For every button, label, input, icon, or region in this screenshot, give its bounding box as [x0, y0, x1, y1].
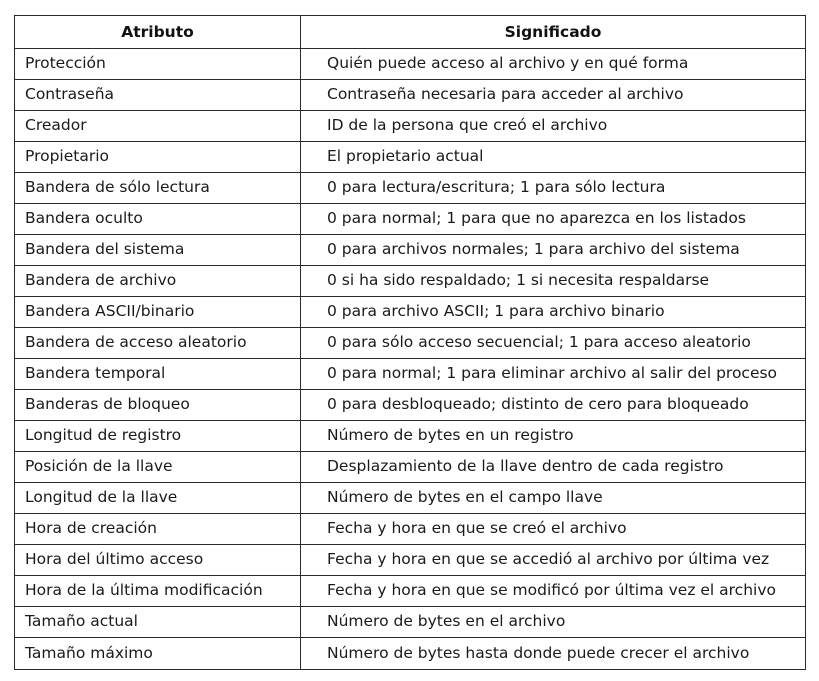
attribute-cell: Hora del último acceso — [15, 545, 301, 576]
table-body — [15, 49, 806, 670]
table-row — [15, 80, 806, 111]
table-header-row — [15, 16, 806, 49]
meaning-cell: 0 para normal; 1 para que no aparezca en los listados — [301, 204, 806, 235]
table-row — [15, 204, 806, 235]
table-row — [15, 142, 806, 173]
table-row — [15, 266, 806, 297]
meaning-cell: Quién puede acceso al archivo y en qué forma — [301, 49, 806, 80]
meaning-cell: El propietario actual — [301, 142, 806, 173]
attribute-cell: Posición de la llave — [15, 452, 301, 483]
meaning-cell: Fecha y hora en que se creó el archivo — [301, 514, 806, 545]
meaning-cell: Número de bytes en el campo llave — [301, 483, 806, 514]
meaning-cell: 0 para normal; 1 para eliminar archivo al salir del proceso — [301, 359, 806, 390]
table-row — [15, 421, 806, 452]
meaning-cell: 0 para archivo ASCII; 1 para archivo binario — [301, 297, 806, 328]
attribute-cell: Bandera de acceso aleatorio — [15, 328, 301, 359]
attribute-cell: Hora de la última modificación — [15, 576, 301, 607]
table-row — [15, 235, 806, 266]
table-row — [15, 576, 806, 607]
attribute-cell: Bandera temporal — [15, 359, 301, 390]
table-row — [15, 297, 806, 328]
table-row — [15, 545, 806, 576]
header-meaning: Significado — [301, 16, 806, 49]
table-row — [15, 452, 806, 483]
meaning-cell: 0 para desbloqueado; distinto de cero para bloqueado — [301, 390, 806, 421]
meaning-cell: 0 para lectura/escritura; 1 para sólo lectura — [301, 173, 806, 204]
attribute-cell: Bandera del sistema — [15, 235, 301, 266]
attribute-cell: Longitud de la llave — [15, 483, 301, 514]
attribute-cell: Contraseña — [15, 80, 301, 111]
table-row — [15, 514, 806, 545]
attribute-cell: Bandera de sólo lectura — [15, 173, 301, 204]
table-row — [15, 328, 806, 359]
attribute-cell: Tamaño máximo — [15, 638, 301, 670]
meaning-cell: Desplazamiento de la llave dentro de cada registro — [301, 452, 806, 483]
table-row — [15, 483, 806, 514]
meaning-cell: Fecha y hora en que se modificó por última vez el archivo — [301, 576, 806, 607]
meaning-cell: 0 para archivos normales; 1 para archivo del sistema — [301, 235, 806, 266]
table-row — [15, 173, 806, 204]
table-row — [15, 638, 806, 670]
attribute-cell: Longitud de registro — [15, 421, 301, 452]
attribute-cell: Protección — [15, 49, 301, 80]
attribute-cell: Banderas de bloqueo — [15, 390, 301, 421]
attribute-cell: Hora de creación — [15, 514, 301, 545]
table-row — [15, 49, 806, 80]
attribute-cell: Creador — [15, 111, 301, 142]
attribute-cell: Bandera oculto — [15, 204, 301, 235]
attribute-cell: Bandera de archivo — [15, 266, 301, 297]
header-attribute: Atributo — [15, 16, 301, 49]
table-row — [15, 607, 806, 638]
attribute-cell: Propietario — [15, 142, 301, 173]
file-attributes-table — [14, 15, 806, 670]
attribute-cell: Tamaño actual — [15, 607, 301, 638]
table-row — [15, 390, 806, 421]
meaning-cell: Número de bytes hasta donde puede crecer el archivo — [301, 638, 806, 670]
meaning-cell: 0 si ha sido respaldado; 1 si necesita respaldarse — [301, 266, 806, 297]
table-row — [15, 111, 806, 142]
meaning-cell: ID de la persona que creó el archivo — [301, 111, 806, 142]
meaning-cell: Número de bytes en el archivo — [301, 607, 806, 638]
meaning-cell: 0 para sólo acceso secuencial; 1 para acceso aleatorio — [301, 328, 806, 359]
meaning-cell: Número de bytes en un registro — [301, 421, 806, 452]
meaning-cell: Fecha y hora en que se accedió al archivo por última vez — [301, 545, 806, 576]
attribute-cell: Bandera ASCII/binario — [15, 297, 301, 328]
meaning-cell: Contraseña necesaria para acceder al archivo — [301, 80, 806, 111]
table-row — [15, 359, 806, 390]
